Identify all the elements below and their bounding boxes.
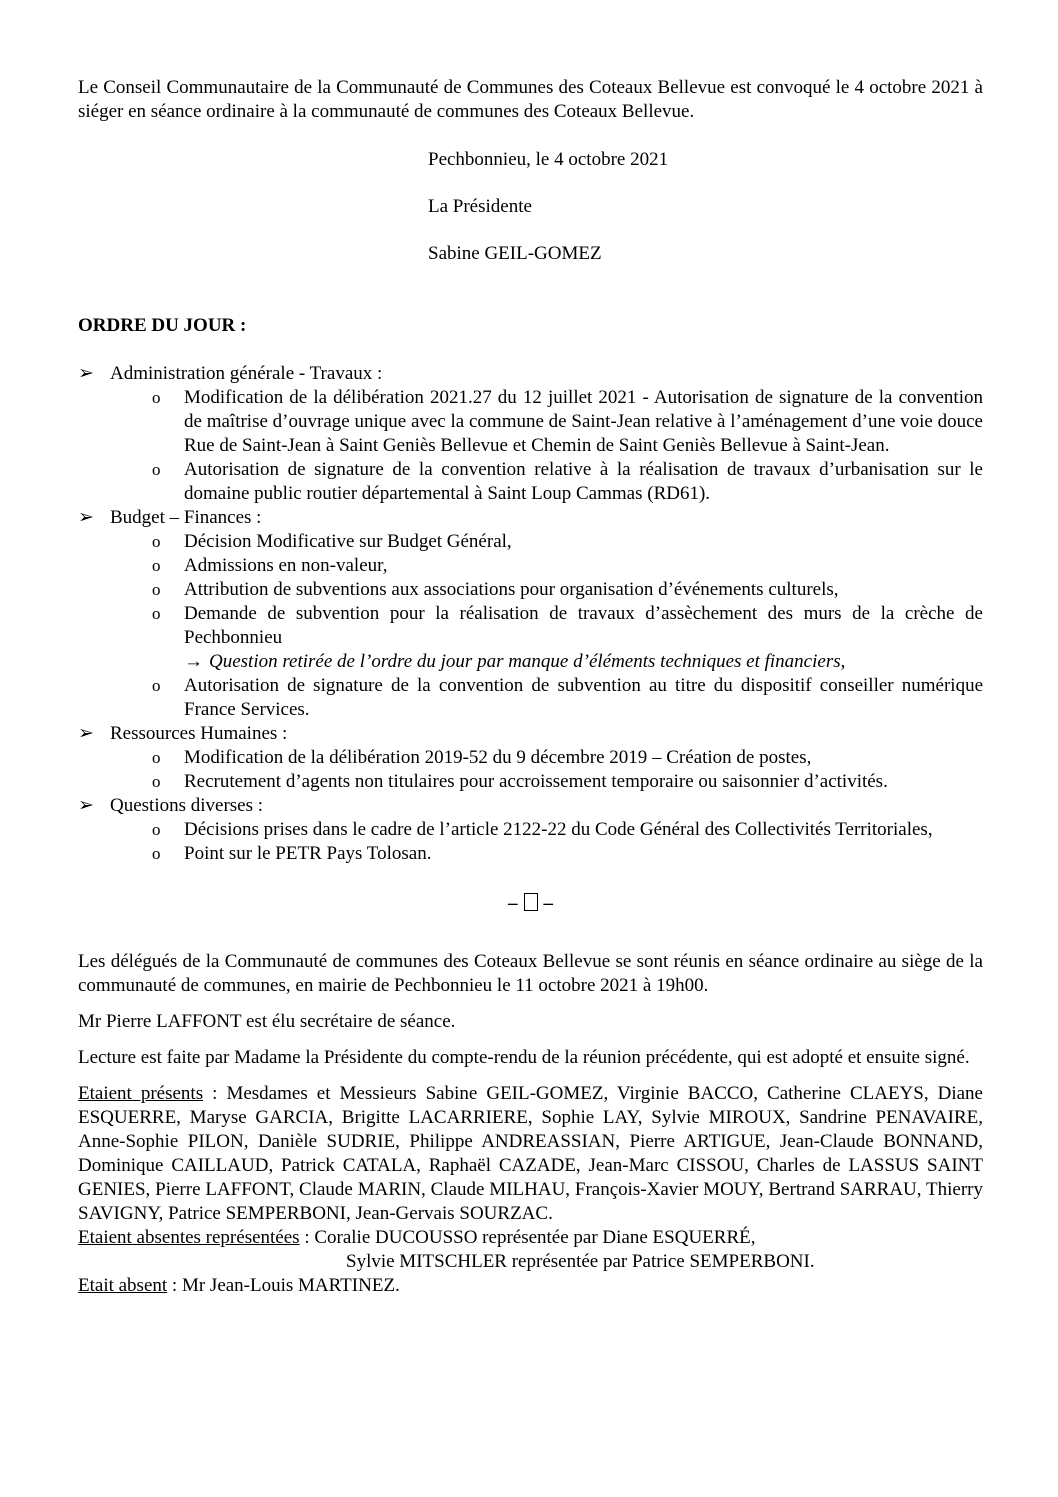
bullet-circle-icon: o: [152, 388, 161, 407]
signature-role: La Présidente: [428, 196, 532, 217]
represented-line: [78, 1226, 983, 1250]
right-arrow-icon: →: [184, 651, 203, 672]
section-title: Budget – Finances :: [110, 507, 262, 528]
agenda-section: [78, 362, 983, 506]
agenda-item: [152, 554, 983, 578]
represented-first: : Coralie DUCOUSSO représentée par Diane ESQUERRÉ,: [299, 1227, 756, 1248]
bullet-circle-icon: o: [152, 556, 161, 575]
agenda-section: [78, 722, 983, 794]
signature-name: Sabine GEIL-GOMEZ: [428, 243, 602, 264]
bullet-circle-icon: o: [152, 820, 161, 839]
section-separator: [78, 892, 983, 916]
absent-label: Etait absent: [78, 1275, 168, 1296]
section-items: [152, 818, 983, 866]
present-list: : Mesdames et Messieurs Sabine GEIL-GOMEZ, Virginie BACCO, Catherine CLAEYS, Diane ESQUERRE, Maryse GARCIA, Brigitte LACARRIERE, Sophie LAY, Sylvie MIROUX, Sandrine PENAVAIRE, Anne-Sophie PILON, Danièle SUDRIE, Philippe ANDREASSIAN, Pierre ARTIGUE, Jean-Claude BONNAND, Dominique CAILLAUD, Patrick CATALA, Raphaël CAZADE, Jean-Marc CISSOU, Charles de LASSUS SAINT GENIES, Pierre LAFFONT, Claude MARIN, Claude MILHAU, François-Xavier MOUY, Bertrand SARRAU, Thierry SAVIGNY, Patrice SEMPERBONI, Jean-Gervais SOURZAC.: [78, 1083, 983, 1224]
placeholder-box-icon: [524, 893, 538, 911]
represented-second: Sylvie MITSCHLER représentée par Patrice SEMPERBONI.: [346, 1251, 815, 1272]
reading-paragraph: Lecture est faite par Madame la Présidente du compte-rendu de la réunion précédente, qui est adopté et ensuite signé.: [78, 1047, 970, 1068]
signature-place-date: Pechbonnieu, le 4 octobre 2021: [428, 149, 669, 170]
agenda-item-text: Demande de subvention pour la réalisation de travaux d’assèchement des murs de la crèche de Pechbonnieu: [184, 603, 983, 648]
agenda-list: [78, 362, 983, 866]
bullet-circle-icon: o: [152, 748, 161, 767]
section-title: Ressources Humaines :: [110, 723, 288, 744]
bullet-circle-icon: o: [152, 532, 161, 551]
agenda-item: [152, 842, 983, 866]
agenda-item: [152, 458, 983, 506]
agenda-item-text: Recrutement d’agents non titulaires pour accroissement temporaire ou saisonnier d’activités.: [184, 771, 888, 792]
absent-line: [78, 1274, 983, 1298]
agenda-item-text: Admissions en non-valeur,: [184, 555, 388, 576]
agenda-item: [152, 770, 983, 794]
signature-block: [428, 148, 983, 266]
bullet-circle-icon: o: [152, 676, 161, 695]
absent-text: : Mr Jean-Louis MARTINEZ.: [167, 1275, 400, 1296]
agenda-item-text: Autorisation de signature de la convention relative à la réalisation de travaux d’urbanisation sur le domaine public routier départemental à Saint Loup Cammas (RD61).: [184, 459, 983, 504]
bullet-circle-icon: o: [152, 604, 161, 623]
agenda-section: [78, 506, 983, 722]
represented-label: Etaient absentes représentées: [78, 1227, 300, 1248]
separator-dash-right: –: [543, 893, 553, 914]
agenda-item-text: Autorisation de signature de la convention de subvention au titre du dispositif conseiller numérique France Services.: [184, 675, 983, 720]
agenda-item: [152, 746, 983, 770]
withdrawn-note: [184, 650, 983, 674]
document-page: [78, 76, 983, 1298]
withdrawn-note-text: Question retirée de l’ordre du jour par manque d’éléments techniques et financiers,: [209, 651, 846, 672]
agenda-heading: ORDRE DU JOUR :: [78, 315, 247, 336]
present-label: Etaient présents: [78, 1083, 204, 1104]
agenda-item-text: Modification de la délibération 2021.27 du 12 juillet 2021 - Autorisation de signature de la convention de maîtrise d’ouvrage unique avec la commune de Saint-Jean relative à l’aménagement d’une voie douce Rue de Saint-Jean à Saint Geniès Bellevue et Chemin de Saint Geniès Bellevue à Saint-Jean.: [184, 387, 983, 456]
section-items: [152, 530, 983, 722]
bullet-circle-icon: o: [152, 844, 161, 863]
section-arrow-icon: ➢: [78, 723, 94, 744]
separator-dash-left: –: [508, 893, 518, 914]
agenda-item: [152, 818, 983, 842]
agenda-item-text: Décisions prises dans le cadre de l’article 2122-22 du Code Général des Collectivités Territoriales,: [184, 819, 933, 840]
agenda-section: [78, 794, 983, 866]
section-arrow-icon: ➢: [78, 507, 94, 528]
agenda-item-text: Décision Modificative sur Budget Général,: [184, 531, 512, 552]
section-title: Questions diverses :: [110, 795, 264, 816]
agenda-item: [152, 530, 983, 554]
section-arrow-icon: ➢: [78, 363, 94, 384]
bullet-circle-icon: o: [152, 580, 161, 599]
bullet-circle-icon: o: [152, 460, 161, 479]
agenda-item-text: Attribution de subventions aux associations pour organisation d’événements culturels,: [184, 579, 839, 600]
agenda-item: [152, 674, 983, 722]
section-items: [152, 746, 983, 794]
agenda-item-text: Point sur le PETR Pays Tolosan.: [184, 843, 432, 864]
meeting-paragraph: Les délégués de la Communauté de communes des Coteaux Bellevue se sont réunis en séance ordinaire au siège de la communauté de communes, en mairie de Pechbonnieu le 11 octobre 2021 à 19h00.: [78, 951, 983, 996]
agenda-item-text: Modification de la délibération 2019-52 du 9 décembre 2019 – Création de postes,: [184, 747, 812, 768]
secretary-paragraph: Mr Pierre LAFFONT est élu secrétaire de séance.: [78, 1011, 456, 1032]
attendees-paragraph: [78, 1082, 983, 1226]
agenda-item: [152, 578, 983, 602]
convocation-paragraph: Le Conseil Communautaire de la Communauté de Communes des Coteaux Bellevue est convoqué le 4 octobre 2021 à siéger en séance ordinaire à la communauté de communes des Coteaux Bellevue.: [78, 77, 983, 122]
agenda-item: [152, 386, 983, 458]
section-arrow-icon: ➢: [78, 795, 94, 816]
section-items: [152, 386, 983, 506]
section-title: Administration générale - Travaux :: [110, 363, 383, 384]
bullet-circle-icon: o: [152, 772, 161, 791]
agenda-item: [152, 602, 983, 674]
